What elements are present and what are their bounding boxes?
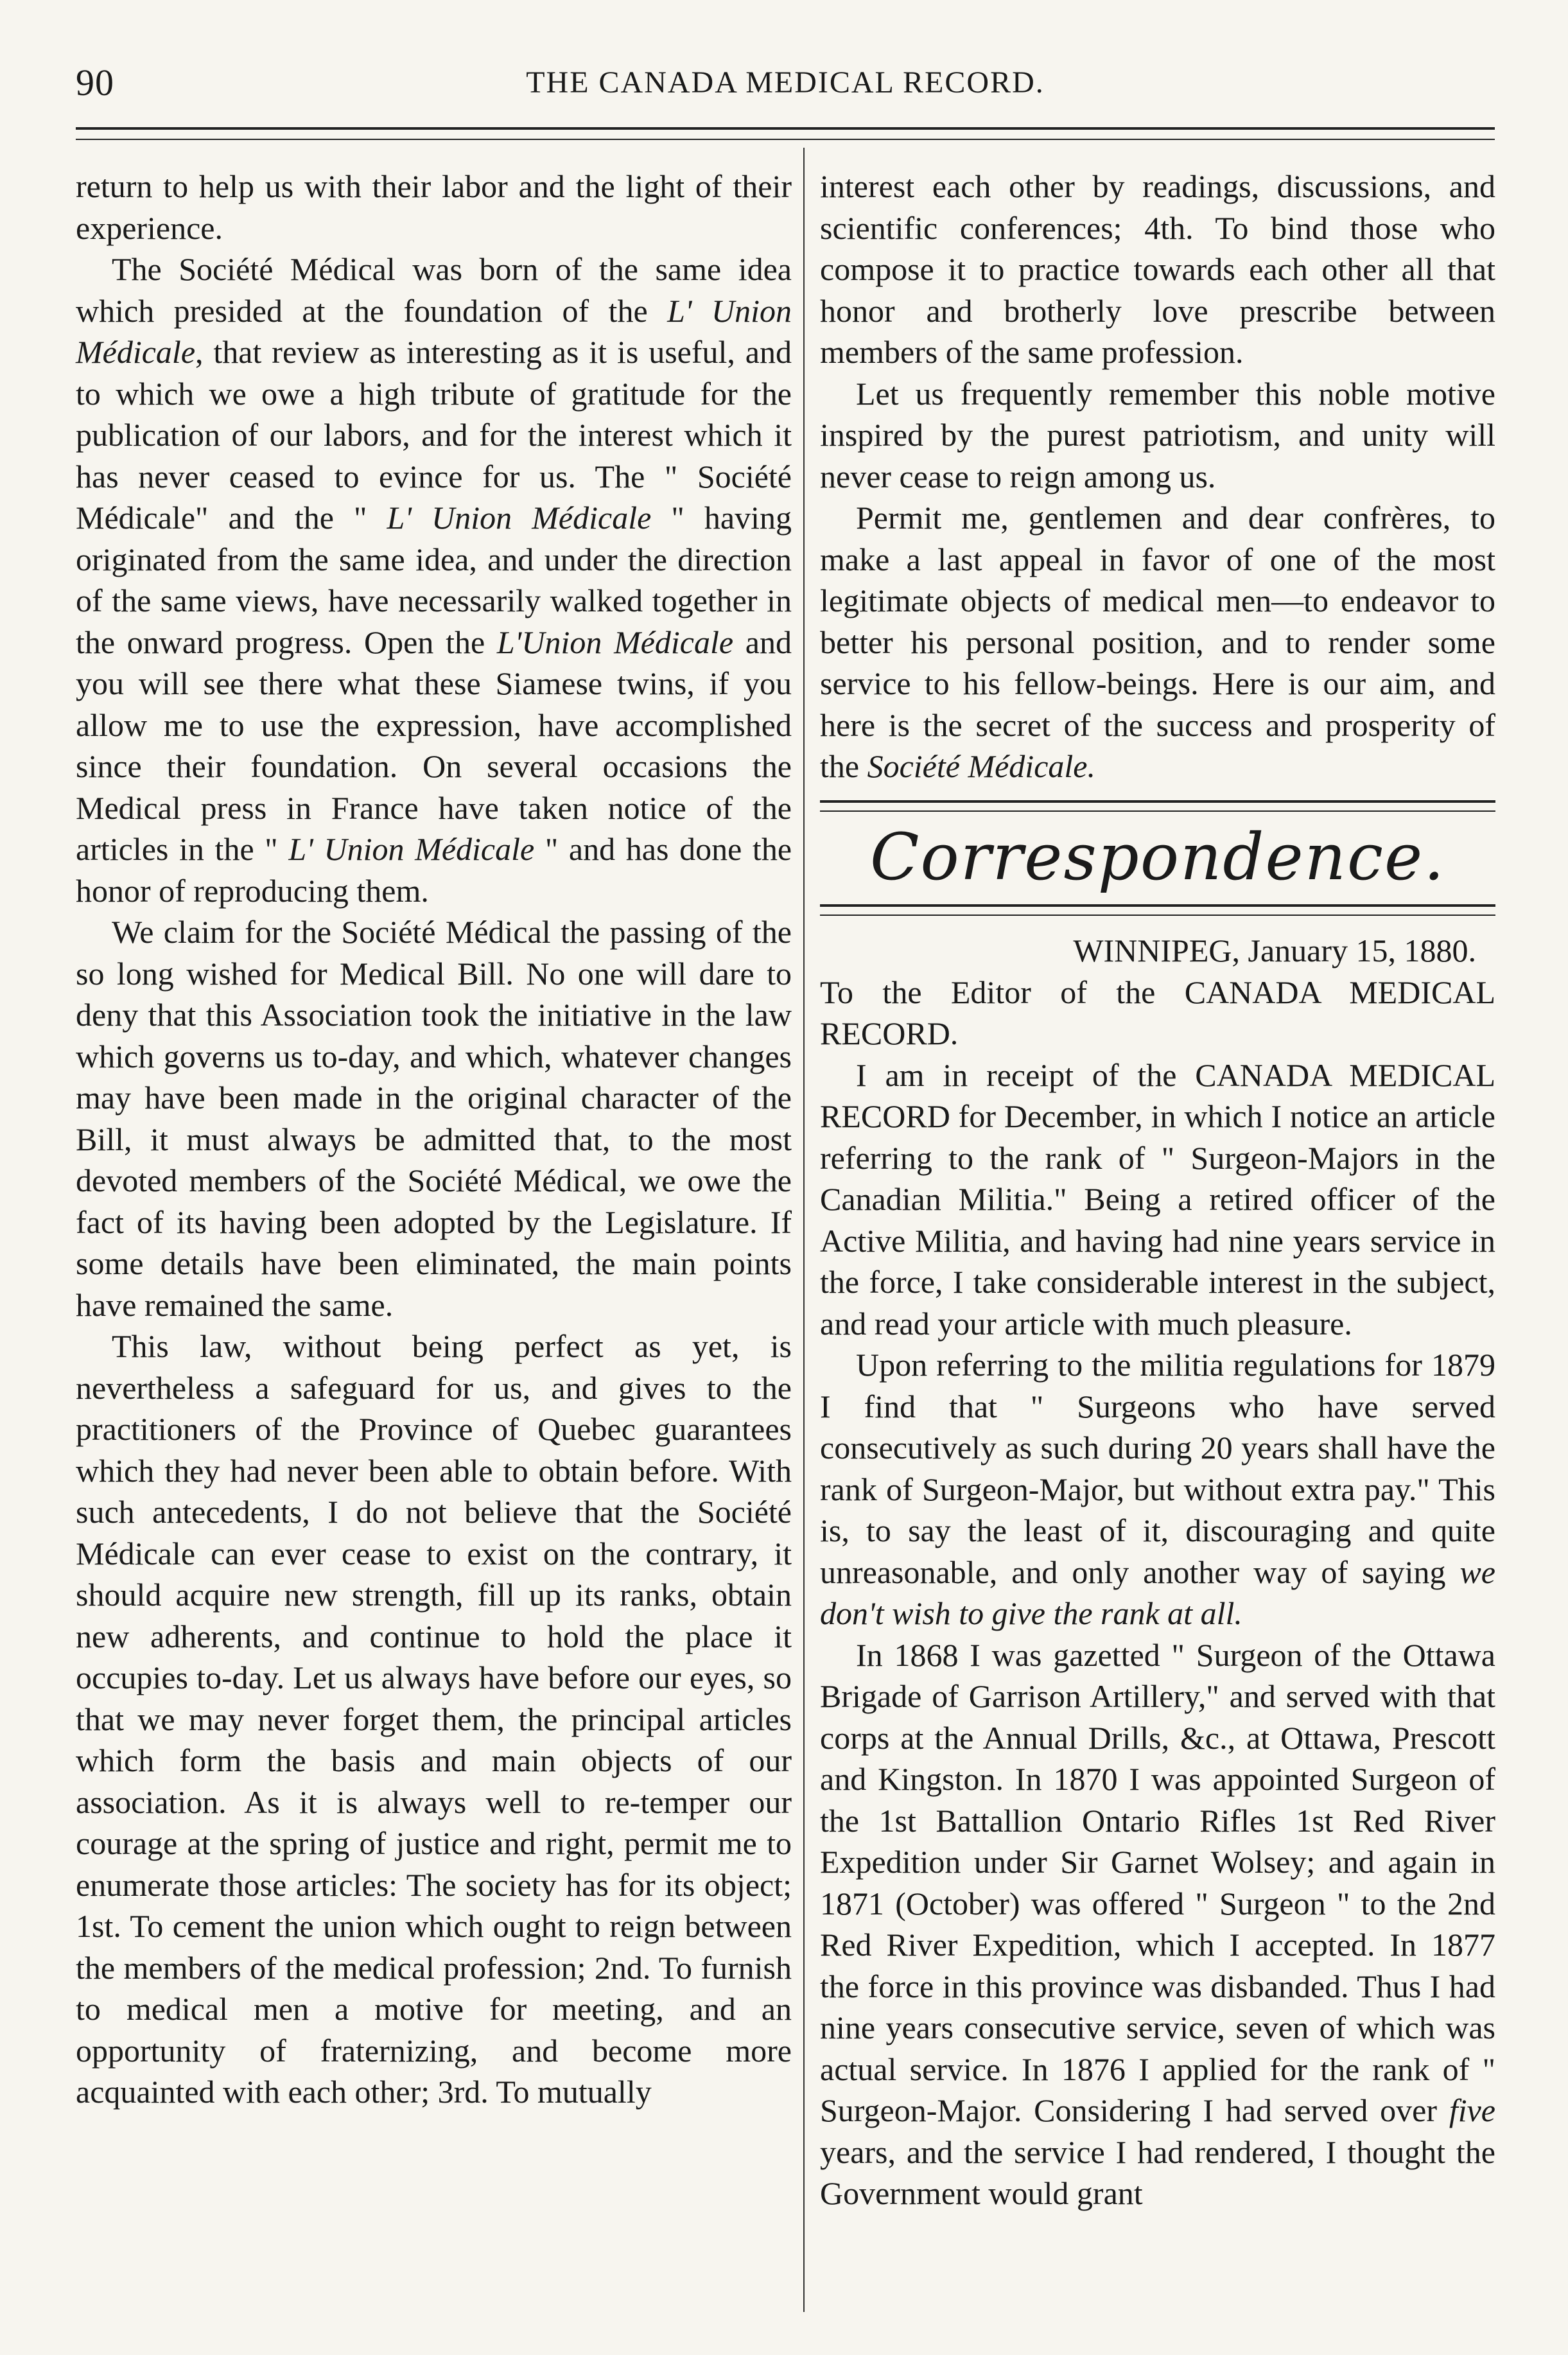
text-run: The Société Médical was born of the same idea which presided at the foundation of the: [76, 251, 792, 329]
italic-phrase: we don't wish to give the rank at all.: [820, 1554, 1495, 1631]
paragraph: Let us frequently remember this noble motive inspired by the purest patriotism, and unity will never cease to reign among us.: [820, 375, 1495, 495]
header-rule: [76, 127, 1495, 140]
paragraph: I am in receipt of the CANADA MEDICAL RECORD for December, in which I notice an article referring to the rank of " Surgeon-Majors in the Canadian Militia." Being a retired officer of the Active Militia, and having had nine years service in the force, I take considerable interest in the subject, and read your article with much pleasure.: [820, 1056, 1495, 1342]
italic-title: L' Union Médicale: [288, 831, 535, 867]
letter-dateline: WINNIPEG, January 15, 1880.: [1073, 932, 1476, 968]
right-column-correspondence: [820, 930, 1495, 2214]
text-run: years, and the service I had rendered, I thought the Government would grant: [820, 2133, 1495, 2211]
text-run: In 1868 I was gazetted " Surgeon of the Ottawa Brigade of Garrison Artillery," and served with that corps at the Annual Drills, &c., at Ottawa, Prescott and Kingston. In 1870 I was appointed Surgeon of the 1st Battallion Ontario Rifles 1st Red River Expedition under Sir Garnet Wolsey; and again in 1871 (October) was offered " Surgeon " to the 2nd Red River Expedition, which I accepted. In 1877 the force in this province was disbanded. Thus I had nine years consecutive service, seven of which was actual service. In 1876 I applied for the rank of " Surgeon-Major. Considering I had served over: [820, 1636, 1495, 2128]
italic-title: L'Union Médicale: [496, 624, 734, 660]
paragraph: return to help us with their labor and the light of their experience.: [76, 168, 792, 246]
section-rule-top: [820, 800, 1495, 812]
italic-title: L' Union Médicale: [76, 292, 792, 370]
text-run: Upon referring to the militia regulations for 1879 I find that " Surgeons who have served consecutively as such during 20 years shall have the rank of Surgeon-Major, but without extra pay." This is, to say the least of it, discouraging and quite unreasonable, and only another way of saying: [820, 1347, 1495, 1590]
paragraph: We claim for the Société Médical the passing of the so long wished for Medical Bill. No one will dare to deny that this Association took the initiative in the law which governs us to-day, and which, whatever changes may have been made in the original character of the Bill, it must always be admitted that, to the most devoted members of the Société Médical, we owe the fact of its having been adopted by the Legislature. If some details have been eliminated, the main points have remained the same.: [76, 914, 792, 1323]
column-divider: [803, 148, 805, 2312]
text-run: , that review as interesting as it is useful, and to which we owe a high tribute of gratitude for the publication of our labors, and for the interest which it has never ceased to evince for us. The " Société Médicale" and the ": [76, 334, 792, 536]
running-header: [76, 61, 1495, 112]
right-column-upper: [820, 166, 1495, 787]
paragraph: [76, 249, 792, 911]
italic-title: Société Médicale.: [867, 748, 1095, 784]
text-run: " and has done the honor of reproducing them.: [76, 831, 792, 909]
italic-title: L' Union Médicale: [387, 500, 652, 536]
running-title: THE CANADA MEDICAL RECORD.: [526, 66, 1045, 100]
paragraph: [820, 1634, 1495, 2214]
section-heading: Correspondence.: [869, 819, 1445, 895]
left-column: [76, 166, 792, 2113]
text-run: Permit me, gentlemen and dear confrères, to make a last appeal in favor of one of the most legitimate objects of medical men—to endeavor to better his personal position, and to render some service to his fellow-beings. Here is our aim, and here is the secret of the success and prosperity of the: [820, 500, 1495, 784]
italic-word: five: [1449, 2092, 1495, 2128]
paragraph: [820, 497, 1495, 787]
page-number: 90: [76, 62, 114, 103]
section-rule-bottom: [820, 904, 1495, 916]
paragraph: [820, 1344, 1495, 1634]
text-run: " having originated from the same idea, and under the direction of the same views, have necessarily walked together in the onward progress. Open the: [76, 500, 792, 660]
paragraph: This law, without being perfect as yet, is nevertheless a safeguard for us, and gives to the practitioners of the Province of Quebec guarantees which they had never been able to obtain before. With such antecedents, I do not believe that the Société Médicale can ever cease to exist on the contrary, it should acquire new strength, fill up its ranks, obtain new adherents, and continue to hold the place it occupies to-day. Let us always have before our eyes, so that we may never forget them, the principal articles which form the basis and main objects of our association. As it is always well to re-temper our courage at the spring of justice and right, permit me to enumerate those articles: The society has for its object; 1st. To cement the union which ought to reign between the members of the medical profession; 2nd. To furnish to medical men a motive for meeting, and an opportunity of fraternizing, and become more acquainted with each other; 3rd. To mutually: [76, 1328, 792, 2110]
letter-salutation: To the Editor of the CANADA MEDICAL RECORD.: [820, 974, 1495, 1051]
paragraph: interest each other by readings, discussions, and scientific conferences; 4th. To bind those who compose it to practice towards each other all that honor and brotherly love prescribe between members of the same profession.: [820, 168, 1495, 370]
text-run: and you will see there what these Siamese twins, if you allow me to use the expression, have accomplished since their foundation. On several occasions the Medical press in France have taken notice of the articles in the ": [76, 624, 792, 867]
